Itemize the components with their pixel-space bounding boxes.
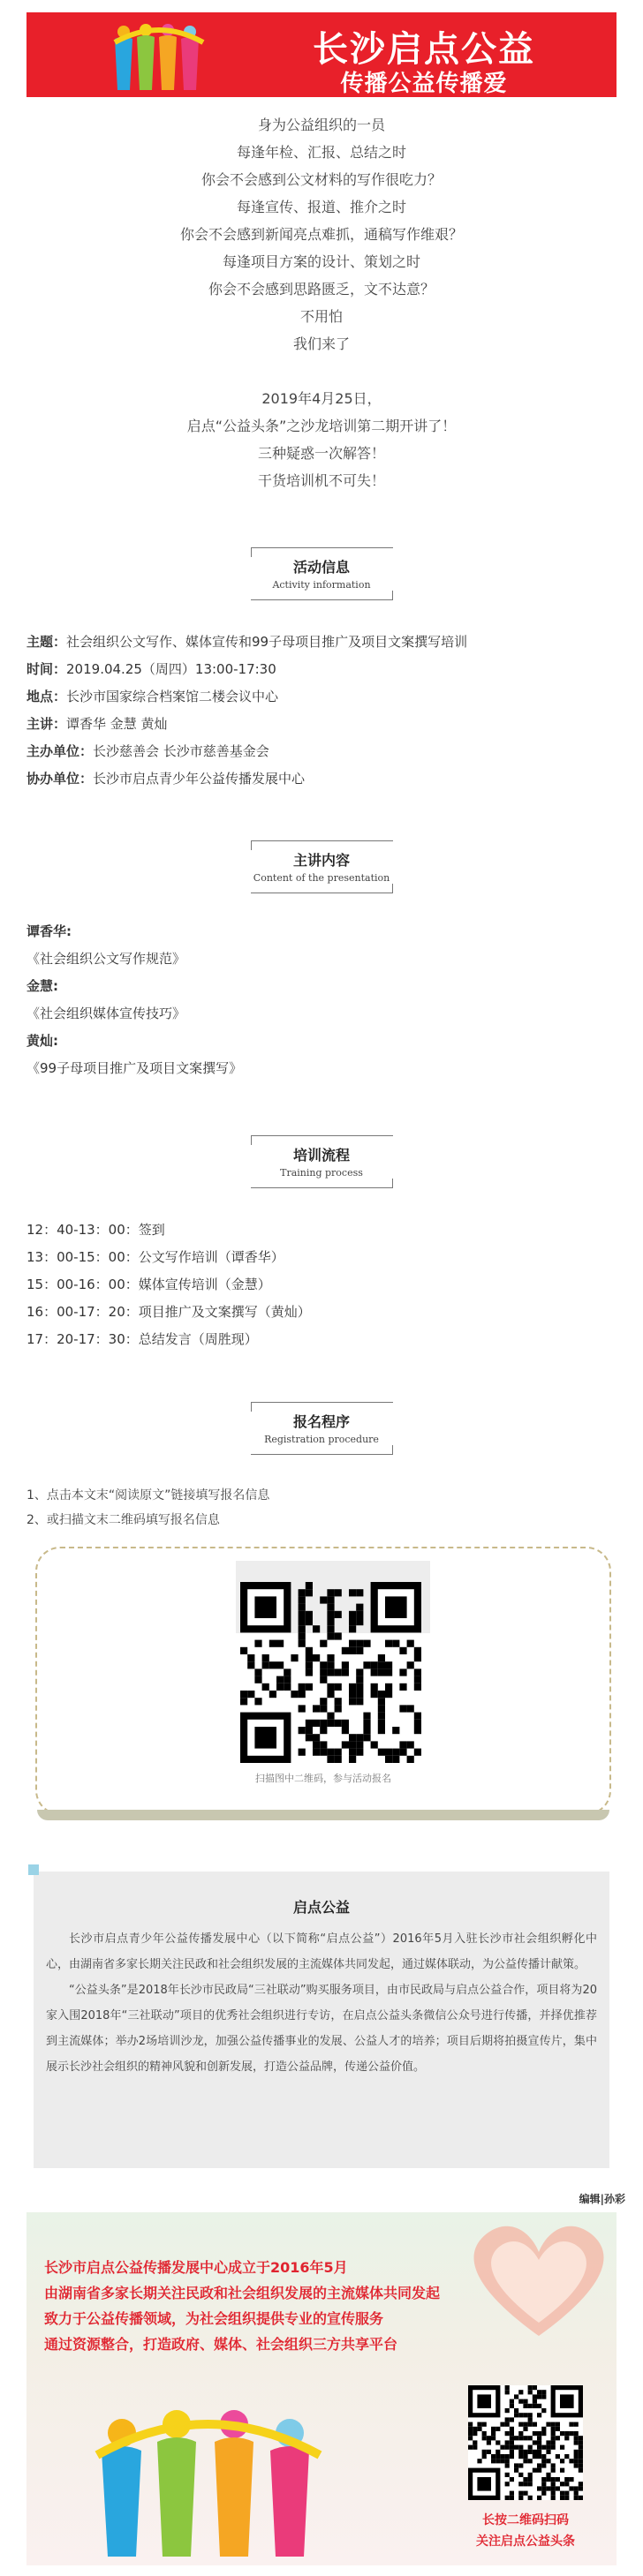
process-item: 16：00-17：20：项目推广及文案撰写（黄灿） <box>26 1304 311 1320</box>
info-label: 时间： <box>26 661 67 677</box>
qr-caption: 扫描图中二维码，参与活动报名 <box>255 1773 391 1784</box>
info-value: 长沙市启点青少年公益传播发展中心 <box>93 771 306 787</box>
process-list <box>26 1216 311 1353</box>
promo-line: 长沙市启点公益传播发展中心成立于2016年5月 <box>44 2259 348 2276</box>
heading-en: Registration procedure <box>264 1434 379 1445</box>
info-row <box>26 656 467 683</box>
heading-border <box>251 1179 393 1188</box>
intro-line: 启点“公益头条”之沙龙培训第二期开讲了！ <box>186 418 457 434</box>
intro-line: 身为公益组织的一员 <box>257 117 385 133</box>
process-item: 15：00-16：00：媒体宣传培训（金慧） <box>26 1277 271 1292</box>
activity-info <box>26 629 467 793</box>
section-heading-process <box>251 1135 392 1188</box>
header-title: 长沙启点公益 <box>313 29 535 70</box>
heading-border <box>251 1445 393 1455</box>
intro-line: 不用怕 <box>299 308 343 325</box>
about-box <box>34 1872 609 2168</box>
heading-zh: 报名程序 <box>292 1413 350 1430</box>
intro-line: 每逢宣传、报道、推介之时 <box>236 199 406 215</box>
about-title: 启点公益 <box>292 1899 350 1916</box>
intro-line: 你会不会感到公文材料的写作很吃力？ <box>200 171 442 188</box>
registration-qr-code[interactable] <box>240 1582 421 1763</box>
qr-caption: 长按二维码扫码 <box>482 2513 569 2527</box>
registration-step: 1、点击本文末“阅读原文”链接填写报名信息 <box>26 1488 270 1503</box>
info-label: 地点： <box>26 689 67 704</box>
intro-line: 每逢年检、汇报、总结之时 <box>236 144 406 161</box>
promo-line: 通过资源整合，打造政府、媒体、社会组织三方共享平台 <box>44 2336 398 2353</box>
info-value: 长沙市国家综合档案馆二楼会议中心 <box>66 689 279 704</box>
speaker-topic: 《社会组织公文写作规范》 <box>26 951 186 967</box>
info-value: 谭香华 金慧 黄灿 <box>66 716 168 732</box>
registration-step: 2、或扫描文末二维码填写报名信息 <box>26 1513 220 1527</box>
follow-qr-code[interactable] <box>468 2385 583 2500</box>
intro-line: 你会不会感到思路匮乏，文不达意？ <box>208 281 435 298</box>
intro-line: 2019年4月25日， <box>261 390 382 407</box>
corner-marker <box>28 1864 39 1875</box>
info-label: 主题： <box>26 634 67 650</box>
about-paragraph: 长沙市启点青少年公益传播发展中心（以下简称“启点公益”）2016年5月入驻长沙市社会组织孵化中心，由湖南省多家长期关注民政和社会组织发展的主流媒体共同发起，通过媒体联动，为公益传播计献策。 <box>46 1932 597 1971</box>
about-paragraph: “公益头条”是2018年长沙市民政局“三社联动”购买服务项目，由市民政局与启点公益合作，项目将为20家入围2018年“三社联动”项目的优秀社会组织进行专访，在启点公益头条微信公众号进行传播，并择优推荐到主流媒体；举办2场培训沙龙，加强公益传播事业的发展、公益人才的培养；项目后期将拍摄宣传片，集中展示长沙社会组织的精神风貌和创新发展，打造公益品牌，传递公益价值。 <box>46 1984 597 2074</box>
info-row <box>26 738 467 765</box>
intro-line: 你会不会感到新闻亮点难抓，通稿写作维艰？ <box>179 226 463 243</box>
info-row <box>26 629 467 656</box>
heading-border <box>251 884 393 893</box>
speaker-topic: 《社会组织媒体宣传技巧》 <box>26 1006 186 1021</box>
editor-credit: 编辑|孙彩 <box>579 2193 625 2205</box>
heading-zh: 培训流程 <box>292 1147 350 1164</box>
info-value: 社会组织公文写作、媒体宣传和99子母项目推广及项目文案撰写培训 <box>66 634 468 650</box>
heading-en: Content of the presentation <box>253 872 390 884</box>
logo <box>110 23 208 90</box>
speaker-name: 金慧: <box>26 978 58 994</box>
process-item: 12：40-13：00：签到 <box>26 1222 165 1238</box>
heading-zh: 活动信息 <box>292 559 350 576</box>
process-item: 13：00-15：00：公文写作培训（谭香华） <box>26 1249 284 1265</box>
intro-line: 每逢项目方案的设计、策划之时 <box>222 253 420 270</box>
heading-zh: 主讲内容 <box>292 852 350 869</box>
speaker-name: 谭香华: <box>26 923 72 939</box>
info-label: 主讲： <box>26 716 67 732</box>
info-row <box>26 711 467 738</box>
process-item: 17：20-17：30：总结发言（周胜现） <box>26 1331 258 1347</box>
heading-en: Activity information <box>272 579 371 591</box>
qr-box <box>35 1547 611 1815</box>
promo-text <box>44 2255 539 2357</box>
heading-border <box>251 591 393 600</box>
promo-line: 致力于公益传播领域，为社会组织提供专业的宣传服务 <box>44 2310 384 2327</box>
header-slogan: 传播公益传播爱 <box>340 71 508 97</box>
promo-line: 由湖南省多家长期关注民政和社会组织发展的主流媒体共同发起 <box>44 2285 441 2301</box>
info-value: 长沙慈善会 长沙市慈善基金会 <box>93 743 269 759</box>
info-label: 协办单位： <box>26 771 94 787</box>
qr-caption: 关注启点公益头条 <box>476 2535 575 2549</box>
info-value: 2019.04.25（周四）13:00-17:30 <box>66 661 276 677</box>
registration-steps <box>26 1483 269 1533</box>
header-banner <box>26 12 617 97</box>
logo <box>88 2389 327 2557</box>
section-heading-content <box>251 840 392 893</box>
speaker-list <box>26 918 242 1082</box>
info-label: 主办单位： <box>26 743 94 759</box>
info-row <box>26 765 467 793</box>
intro-line: 我们来了 <box>292 335 350 352</box>
section-heading-activity <box>251 547 392 600</box>
promo-card <box>26 2212 617 2565</box>
speaker-name: 黄灿: <box>26 1033 58 1049</box>
intro-line <box>0 358 643 385</box>
speaker-topic: 《99子母项目推广及项目文案撰写》 <box>26 1060 243 1076</box>
intro-line: 三种疑惑一次解答！ <box>257 445 385 462</box>
intro-poem <box>0 111 643 494</box>
qr-box-shadow <box>37 1810 609 1820</box>
heading-en: Training process <box>280 1167 363 1179</box>
intro-line: 干货培训机不可失！ <box>257 472 385 489</box>
about-text <box>46 1926 597 2080</box>
section-heading-registration <box>251 1402 392 1455</box>
info-row <box>26 683 467 711</box>
